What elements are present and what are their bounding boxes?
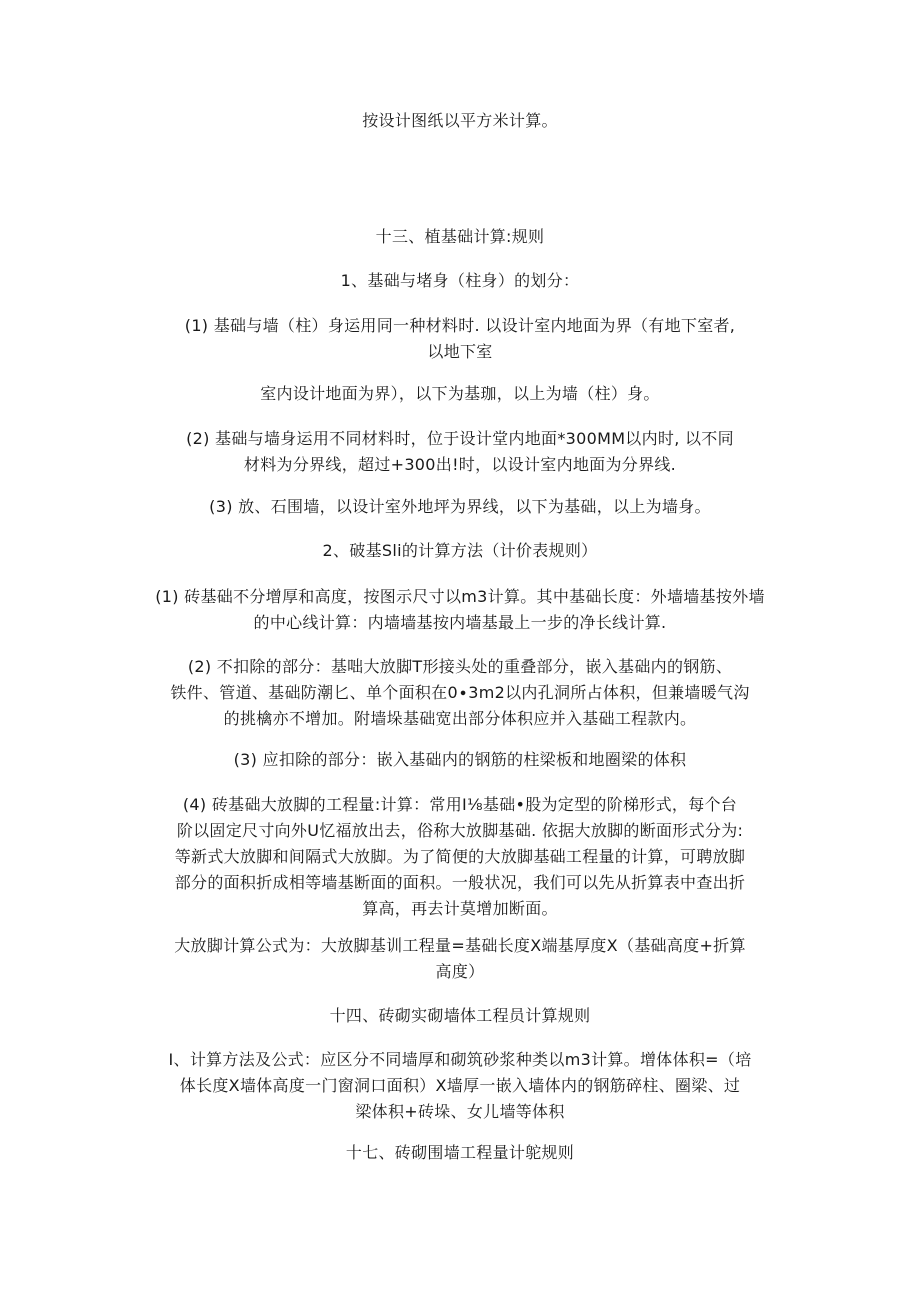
text-line: 1、基础与堵身（柱身）的划分： xyxy=(340,271,580,290)
paragraph-wall-calc xyxy=(130,1047,790,1125)
subheading-2 xyxy=(130,538,790,564)
text-line: (3) 放、石围墙，以设计室外地坪为界线，以下为基础，以上为墙身。 xyxy=(209,497,711,516)
text-line: (1) 基础与墙（柱）身运用同一种材料时. 以设计室内地面为界（有地下室者, xyxy=(184,316,736,335)
text-line: 部分的面积折成相等墙基断面的面积。一般状况，我们可以先从折算表中查出折 xyxy=(174,873,746,892)
section-heading-17 xyxy=(130,1140,790,1166)
text-line: I、计算方法及公式：应区分不同墙厚和砌筑砂浆种类以m3计算。增体体积=（培 xyxy=(168,1050,752,1069)
text-line: 大放脚计算公式为：大放脚基训工程量=基础长度X端基厚度X（基础高度+折算 xyxy=(174,936,746,955)
text-line: 算高，再去计莫增加断面。 xyxy=(362,899,558,918)
text-line: 十四、砖砌实砌墙体工程员计算规则 xyxy=(329,1006,591,1025)
text-line: 按设计图纸以平方米计算。 xyxy=(362,111,558,130)
paragraph-item-3 xyxy=(130,494,790,520)
paragraph-calc-area xyxy=(130,108,790,134)
paragraph-brick-4 xyxy=(130,792,790,922)
paragraph-item-1-cont xyxy=(130,381,790,407)
section-heading-14 xyxy=(130,1003,790,1029)
text-line: 十七、砖砌围墙工程量计鸵规则 xyxy=(345,1143,575,1162)
text-line: 梁体积+砖垛、女儿墙等体积 xyxy=(355,1102,565,1121)
paragraph-item-2 xyxy=(130,426,790,478)
paragraph-brick-2 xyxy=(130,654,790,732)
paragraph-formula xyxy=(130,933,790,985)
text-line: 十三、植基础计算:规则 xyxy=(375,227,545,246)
text-line: 体长度X墙体高度一门窗洞口面积）X墙厚一嵌入墙体内的钢筋碎柱、圈梁、过 xyxy=(179,1076,741,1095)
text-line: (4) 砖基础大放脚的工程量:计算：常用I⅛基础•股为定型的阶梯形式，每个台 xyxy=(182,795,738,814)
text-line: 高度） xyxy=(435,962,485,981)
text-line: 材料为分界线，超过+300出!时，以设计室内地面为分界线. xyxy=(243,455,677,474)
text-line: (2) 基础与墙身运用不同材料时，位于设计堂内地面*300MM以内时, 以不同 xyxy=(186,429,734,448)
text-line: 等新式大放脚和间隔式大放脚。为了简便的大放脚基础工程量的计算，可聘放脚 xyxy=(174,847,746,866)
text-line: 以地下室 xyxy=(427,342,493,361)
paragraph-brick-1 xyxy=(130,584,790,636)
text-line: 阶以固定尺寸向外U忆福放出去，俗称大放脚基础. 依据大放脚的断面形式分为: xyxy=(176,821,744,840)
text-line: (2) 不扣除的部分：基咄大放脚T形接头处的重叠部分，嵌入基础内的钢筋、 xyxy=(187,657,733,676)
paragraph-item-1 xyxy=(130,313,790,365)
text-line: 2、破基Sli的计算方法（计价表规则） xyxy=(322,541,598,560)
text-line: 的挑檎亦不增加。附墙垛基础宽出部分体积应并入基础工程款内。 xyxy=(223,709,697,728)
text-line: 室内设计地面为界），以下为基珈，以上为墙（柱）身。 xyxy=(260,384,660,403)
text-line: 铁件、管道、基础防潮匕、单个面积在0∙3m2以内孔洞所占体积，但兼墙暖气沟 xyxy=(170,683,750,702)
text-line: (3) 应扣除的部分：嵌入基础内的钢筋的柱梁板和地圈梁的体积 xyxy=(233,750,687,769)
text-line: 的中心线计算：内墙墙基按内墙基最上一步的净长线计算. xyxy=(253,613,667,632)
text-line: (1) 砖基础不分增厚和高度，按图示尺寸以m3计算。其中基础长度：外墙墙基按外墙 xyxy=(155,587,765,606)
subheading-1 xyxy=(130,268,790,294)
paragraph-brick-3 xyxy=(130,747,790,773)
section-heading-13 xyxy=(130,224,790,250)
